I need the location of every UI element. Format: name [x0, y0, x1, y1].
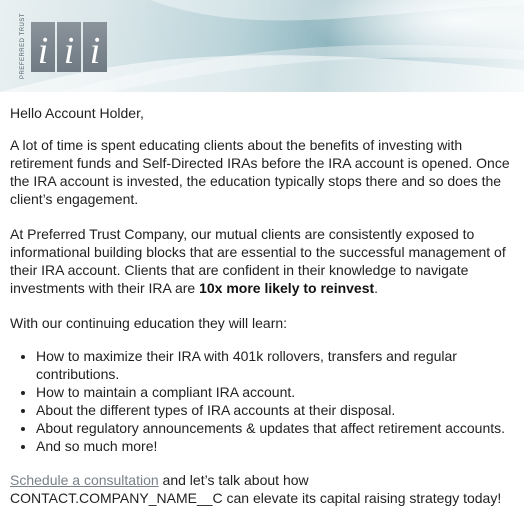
learning-intro: With our continuing education they will learn:	[10, 315, 288, 331]
list-item: • About the different types of IRA accounts at their disposal.	[36, 401, 515, 419]
preferred-trust-logo-icon	[17, 12, 109, 80]
cta-text: and let’s talk about how CONTACT.COMPANY_NAME__C can elevate its capital raising strategy today!	[10, 472, 502, 506]
company-paragraph	[10, 225, 515, 297]
cta-paragraph	[10, 471, 515, 507]
company-paragraph-text: At Preferred Trust Company, our mutual clients are consistently exposed to informational building blocks that are essential to the successful management of their IRA account. Clients that are confident in their knowledge to navigate investments with their IRA are	[10, 226, 506, 296]
reinvest-highlight: 10x more likely to reinvest	[199, 280, 375, 296]
logo-tile: i	[83, 22, 107, 72]
logo-vertical-text: PREFERRED TRUST	[20, 12, 26, 80]
schedule-consultation-link[interactable]: Schedule a consultation	[10, 472, 159, 488]
company-paragraph-end: .	[374, 280, 379, 296]
list-item: • And so much more!	[36, 437, 515, 455]
learning-list	[10, 347, 515, 455]
list-item: • About regulatory announcements & updates that affect retirement accounts.	[36, 419, 515, 437]
intro-paragraph: A lot of time is spent educating clients about the benefits of investing with retirement funds and Self-Directed IRAs before the IRA account is opened. Once the IRA account is invested, the education typically stops there and so does the client’s engagement.	[10, 137, 510, 207]
email-body	[10, 104, 515, 507]
list-item: • How to maximize their IRA with 401k rollovers, transfers and regular contributions.	[36, 347, 515, 383]
email-header-banner	[0, 0, 524, 92]
list-item: • How to maintain a compliant IRA account.	[36, 383, 515, 401]
logo-tile: i	[31, 22, 55, 72]
greeting: Hello Account Holder,	[10, 105, 144, 121]
logo-tile: i	[57, 22, 81, 72]
